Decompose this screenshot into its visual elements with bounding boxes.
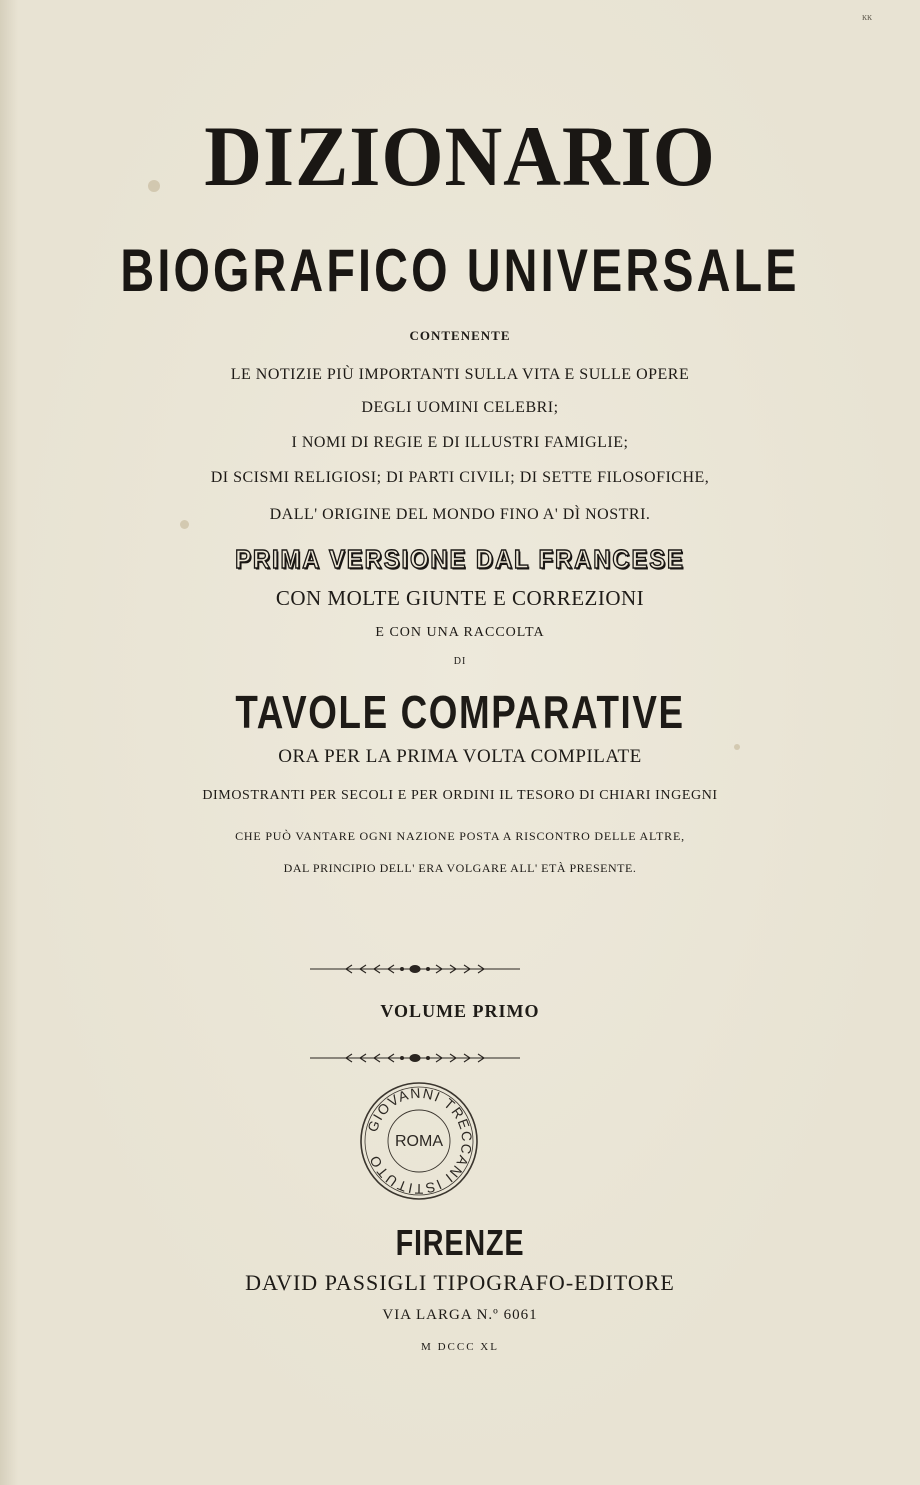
corner-mark: ĸĸ xyxy=(862,12,872,23)
tavole-line: DIMOSTRANTI PER SECOLI E PER ORDINI IL TESORO DI CHIARI INGEGNI xyxy=(202,788,718,803)
volume-label: VOLUME PRIMO xyxy=(380,1001,540,1021)
subtitle-line: DI SCISMI RELIGIOSI; DI PARTI CIVILI; DI SETTE FILOSOFICHE, xyxy=(210,469,710,486)
subtitle-line: LE NOTIZIE PIÙ IMPORTANTI SULLA VITA E SULLE OPERE xyxy=(230,366,690,383)
title-dizionario: DIZIONARIO xyxy=(204,108,716,204)
ornament-rule-top xyxy=(310,962,520,976)
tavole-line: DAL PRINCIPIO DELL' ERA VOLGARE ALL' ETÀ PRESENTE. xyxy=(283,861,637,875)
stamp-center-text: ROMA xyxy=(395,1133,443,1150)
tavole-line: ORA PER LA PRIMA VOLTA COMPILATE xyxy=(278,746,642,767)
imprint-year: M DCCC XL xyxy=(421,1341,499,1353)
subtitle-line: DEGLI UOMINI CELEBRI; xyxy=(361,399,559,416)
subtitle-line: I NOMI DI REGIE E DI ILLUSTRI FAMIGLIE; xyxy=(291,434,629,451)
title-biografico-universale: BIOGRAFICO UNIVERSALE xyxy=(120,237,800,304)
version-con-molte: CON MOLTE GIUNTE E CORREZIONI xyxy=(275,586,645,610)
subtitle-contenente: CONTENENTE xyxy=(409,328,511,343)
stamp-outer-text: GIOVANNI TRECCANI ISTITUTO xyxy=(364,1084,476,1198)
ornament-rule-bottom xyxy=(310,1051,520,1065)
imprint-publisher: DAVID PASSIGLI TIPOGRAFO-EDITORE xyxy=(245,1270,675,1295)
version-e-con: E CON UNA RACCOLTA xyxy=(375,625,545,640)
tavole-heading: TAVOLE COMPARATIVE xyxy=(235,686,685,738)
imprint-city: FIRENZE xyxy=(395,1222,525,1263)
subtitle-line: DALL' ORIGINE DEL MONDO FINO A' DÌ NOSTRI. xyxy=(269,506,651,523)
version-di: DI xyxy=(453,656,467,667)
imprint-address: VIA LARGA N.º 6061 xyxy=(382,1307,538,1323)
tavole-line: CHE PUÒ VANTARE OGNI NAZIONE POSTA A RISCONTRO DELLE ALTRE, xyxy=(235,829,685,843)
version-heading: PRIMA VERSIONE DAL FRANCESE xyxy=(235,544,685,574)
library-stamp xyxy=(358,1080,480,1202)
